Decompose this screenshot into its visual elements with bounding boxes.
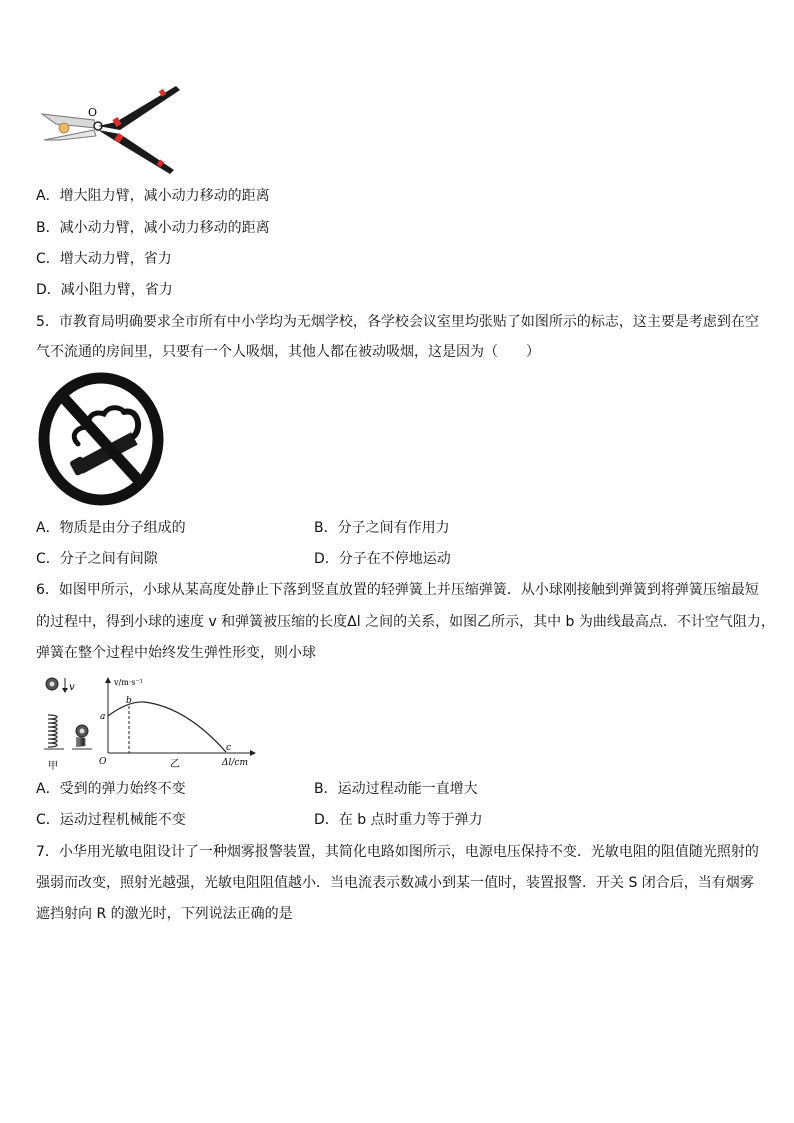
q6-stem-line-1: 6．如图甲所示，小球从某高度处静止下落到竖直放置的轻弹簧上并压缩弹簧．从小球刚接触到弹簧到将弹簧压缩最短 [36,582,759,598]
q6-option-c: C．运动过程机械能不变 [36,812,186,828]
q5-stem-line-2: 气不流通的房间里，只要有一个人吸烟，其他人都在被动吸烟，这是因为（ ） [36,344,540,360]
point-a-label: a [100,712,106,722]
q4-option-b: B．减小动力臂，减小动力移动的距离 [36,220,270,236]
q4-option-c: C．增大动力臂，省力 [36,251,172,267]
ball-marker [59,123,69,133]
compressed-spring-icon [76,738,85,746]
q5-stem-line-1: 5．市教育局明确要求全市所有中小学均为无烟学校，各学校会议室里均张贴了如图所示的标志，这主要是考虑到在空 [36,314,759,330]
shears-lower-handle [98,130,174,174]
ball-spring-graph-figure [36,673,262,773]
velocity-label: v [69,682,75,693]
q4-option-a: A．增大阻力臂，减小动力移动的距离 [36,188,270,204]
q4-option-d: D．减小阻力臂，省力 [36,282,173,298]
q6-option-b: B．运动过程动能一直增大 [314,781,478,797]
q5-option-d: D．分子在不停地运动 [314,551,451,567]
shears-upper-handle [98,86,180,130]
x-axis-label: Δl/cm [222,758,248,768]
pivot-label: O [88,106,98,119]
q5-option-c: C．分子之间有间隙 [36,551,158,567]
y-axis-label: v/m·s⁻¹ [114,678,143,687]
velocity-curve [108,702,226,752]
no-smoking-sign-icon [38,372,164,506]
shears-lower-blade [44,130,96,140]
caption-yi: 乙 [170,759,180,770]
q5-option-b: B．分子之间有作用力 [314,520,450,536]
q7-stem-line-3: 遮挡射向 R 的激光时，下列说法正确的是 [36,906,293,922]
point-c-label: c [226,743,232,753]
spring-icon [48,715,57,747]
q6-option-d: D．在 b 点时重力等于弹力 [314,812,483,828]
caption-jia: 甲 [48,761,58,772]
q6-stem-line-3: 弹簧在整个过程中始终发生弹性形变，则小球 [36,645,316,661]
q6-option-a: A．受到的弹力始终不变 [36,781,186,797]
origin-label: O [99,757,107,767]
q6-stem-line-2: 的过程中，得到小球的速度 v 和弹簧被压缩的长度Δl 之间的关系，如图乙所示，其中 b 为曲线最高点．不计空气阻力， [36,614,775,630]
q5-option-a: A．物质是由分子组成的 [36,520,186,536]
shears-figure [36,78,186,176]
point-b-label: b [126,696,132,706]
q7-stem-line-2: 强弱而改变，照射光越强，光敏电阻阻值越小．当电流表示数减小到某一值时，装置报警．开关 S 闭合后，当有烟雾 [36,875,754,891]
q7-stem-line-1: 7．小华用光敏电阻设计了一种烟雾报警装置，其简化电路如图所示，电源电压保持不变．光敏电阻的阻值随光照射的 [36,844,759,860]
